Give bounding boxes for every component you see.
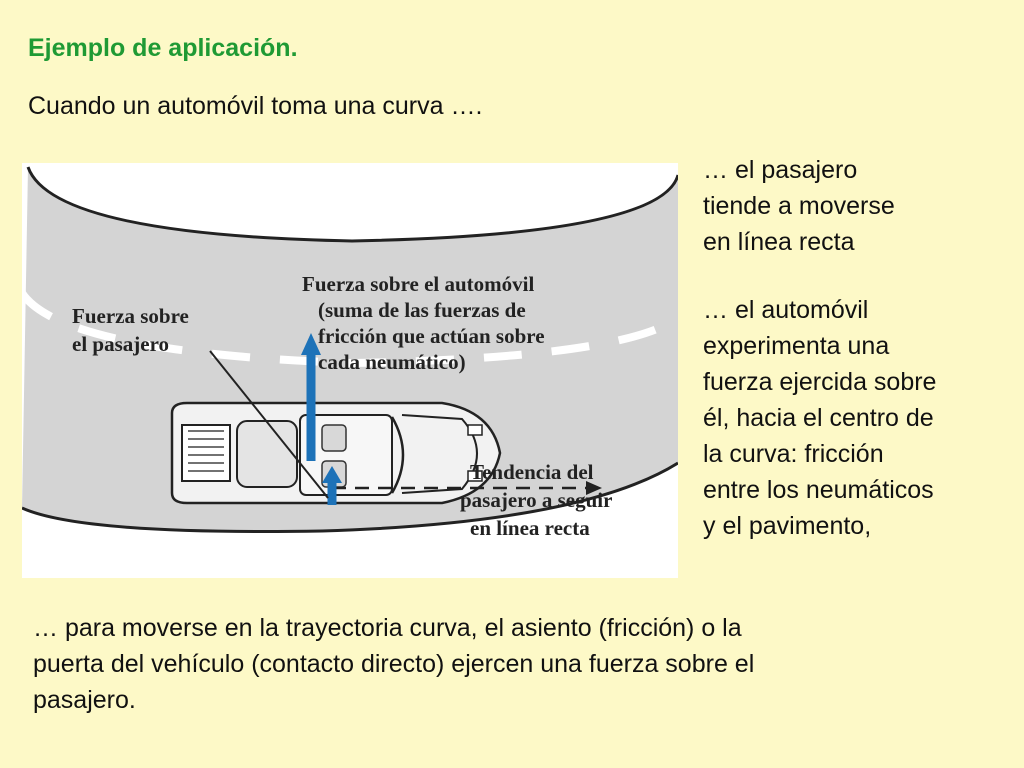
- car-force-text: [703, 292, 1003, 544]
- passenger-force-label-line: el pasajero: [72, 332, 170, 356]
- tendency-label-line: Tendencia del: [470, 460, 594, 484]
- car-force-label-line: Fuerza sobre el automóvil: [302, 272, 535, 296]
- slide-subtitle: Cuando un automóvil toma una curva ….: [28, 92, 483, 120]
- passenger-force-label-line: Fuerza sobre: [72, 304, 189, 328]
- tendency-label-line: pasajero a seguir: [460, 488, 613, 512]
- car-force-label-line: fricción que actúan sobre: [318, 324, 545, 348]
- text-line: él, hacia el centro de: [703, 404, 934, 432]
- slide-title: Ejemplo de aplicación.: [28, 34, 298, 62]
- car-force-label-line: (suma de las fuerzas de: [318, 298, 526, 322]
- text-line: … el pasajero: [703, 156, 858, 184]
- text-line: fuerza ejercida sobre: [703, 368, 937, 396]
- car-rear-seat: [237, 421, 297, 487]
- text-line: … el automóvil: [703, 296, 869, 324]
- car-curve-diagram: [22, 163, 678, 578]
- text-line: en línea recta: [703, 228, 855, 256]
- text-line: pasajero.: [33, 686, 136, 714]
- text-line: puerta del vehículo (contacto directo) ejercen una fuerza sobre el: [33, 650, 755, 678]
- text-line: la curva: fricción: [703, 440, 884, 468]
- text-line: tiende a moverse: [703, 192, 895, 220]
- text-line: entre los neumáticos: [703, 476, 934, 504]
- car-rear-grille: [182, 425, 230, 481]
- text-line: experimenta una: [703, 332, 890, 360]
- car-seat: [322, 425, 346, 451]
- text-line: … para moverse en la trayectoria curva, el asiento (fricción) o la: [33, 614, 742, 642]
- text-line: y el pavimento,: [703, 512, 872, 540]
- passenger-tendency-text: [703, 152, 963, 260]
- car-curve-illustration: [22, 163, 678, 578]
- tendency-label-line: en línea recta: [470, 516, 590, 540]
- car-headlight: [468, 425, 482, 435]
- conclusion-text: [33, 610, 993, 718]
- car-force-label-line: cada neumático): [318, 350, 466, 374]
